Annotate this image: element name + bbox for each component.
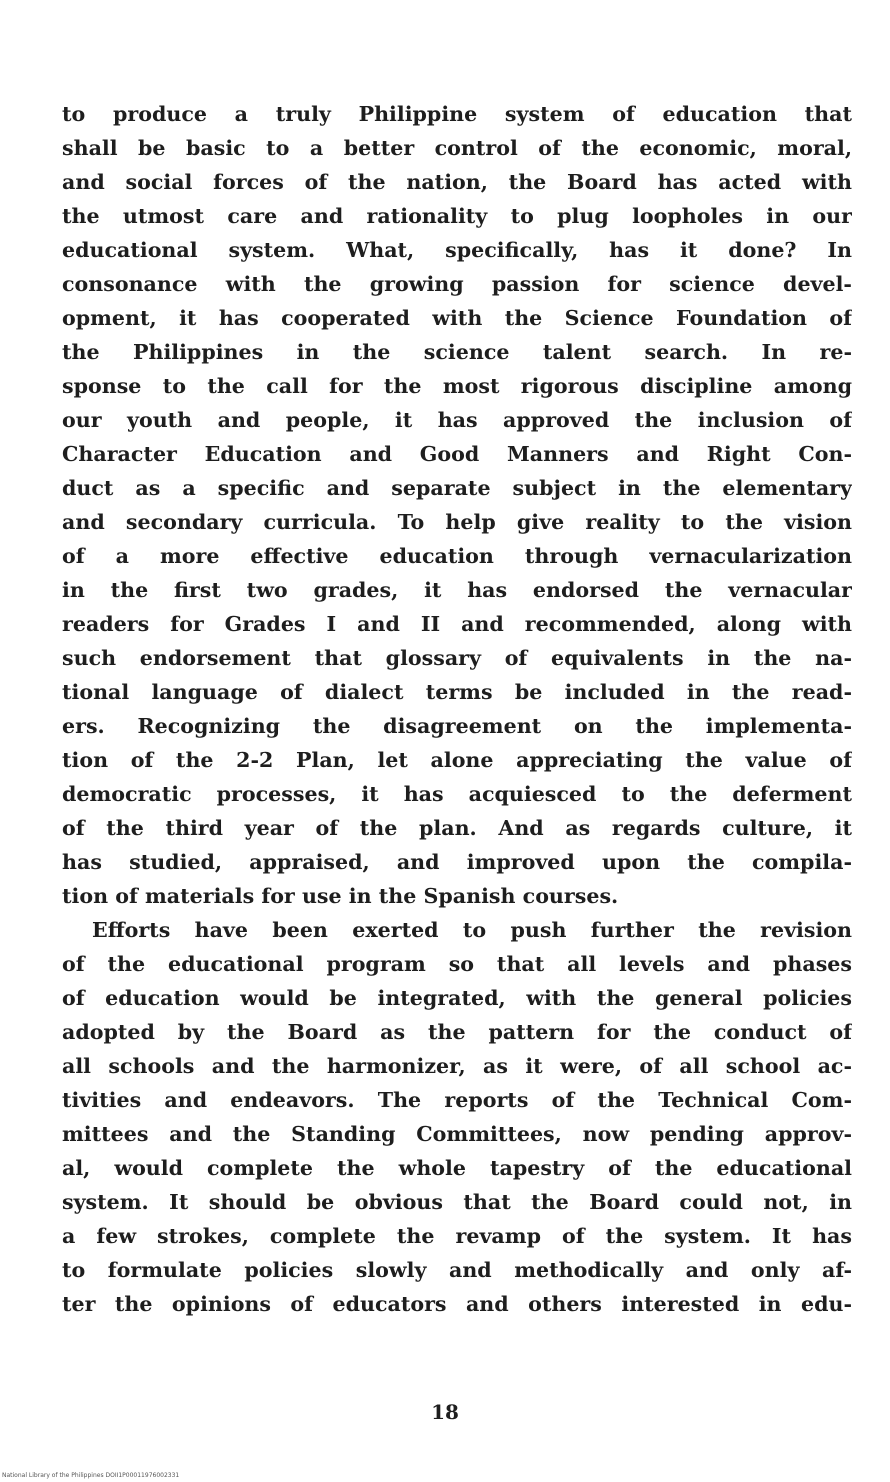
paragraph-line: and secondary curricula. To help give reality to the vision: [62, 510, 852, 534]
paragraph-line: of a more effective education through vernacularization: [62, 544, 852, 568]
paragraph-line: system. It should be obvious that the Board could not, in: [62, 1190, 852, 1214]
paragraph-line: of the third year of the plan. And as regards culture, it: [62, 816, 852, 840]
paragraph-line: mittees and the Standing Committees, now pending approv-: [62, 1122, 852, 1146]
footer-credit: National Library of the Philippines DOII1P00011976002331: [2, 1472, 180, 1479]
paragraph-line: tivities and endeavors. The reports of the Technical Com-: [62, 1088, 852, 1112]
paragraph-line: has studied, appraised, and improved upon the compila-: [62, 850, 852, 874]
paragraph-line: a few strokes, complete the revamp of the system. It has: [62, 1224, 852, 1248]
paragraph-line: our youth and people, it has approved the inclusion of: [62, 408, 852, 432]
paragraph-line: educational system. What, specifically, has it done? In: [62, 238, 852, 262]
paragraph-line: al, would complete the whole tapestry of the educational: [62, 1156, 852, 1180]
paragraph-line: in the first two grades, it has endorsed the vernacular: [62, 578, 852, 602]
paragraph-line: all schools and the harmonizer, as it were, of all school ac-: [62, 1054, 852, 1078]
paragraph-line: the Philippines in the science talent search. In re-: [62, 340, 852, 364]
paragraph-line: ter the opinions of educators and others interested in edu-: [62, 1292, 852, 1316]
paragraph-1: [62, 97, 852, 913]
paragraph-line: adopted by the Board as the pattern for the conduct of: [62, 1020, 852, 1044]
paragraph-line: shall be basic to a better control of the economic, moral,: [62, 136, 852, 160]
paragraph-2: [62, 913, 852, 1321]
paragraph-line: consonance with the growing passion for science devel-: [62, 272, 852, 296]
paragraph-line: Character Education and Good Manners and Right Con-: [62, 442, 852, 466]
paragraph-line: Efforts have been exerted to push further the revision: [92, 918, 852, 942]
paragraph-line: tional language of dialect terms be included in the read-: [62, 680, 852, 704]
paragraph-line: of education would be integrated, with the general policies: [62, 986, 852, 1010]
paragraph-line: ers. Recognizing the disagreement on the implementa-: [62, 714, 852, 738]
paragraph-line: such endorsement that glossary of equivalents in the na-: [62, 646, 852, 670]
paragraph-line: and social forces of the nation, the Board has acted with: [62, 170, 852, 194]
paragraph-line: sponse to the call for the most rigorous discipline among: [62, 374, 852, 398]
paragraph-line: to formulate policies slowly and methodically and only af-: [62, 1258, 852, 1282]
paragraph-line: opment, it has cooperated with the Science Foundation of: [62, 306, 852, 330]
paragraph-line: duct as a specific and separate subject in the elementary: [62, 476, 852, 500]
paragraph-line: of the educational program so that all levels and phases: [62, 952, 852, 976]
paragraph-line: readers for Grades I and II and recommended, along with: [62, 612, 852, 636]
paragraph-line: tion of materials for use in the Spanish courses.: [62, 884, 619, 908]
paragraph-line: to produce a truly Philippine system of education that: [62, 102, 852, 126]
paragraph-line: democratic processes, it has acquiesced to the deferment: [62, 782, 852, 806]
paragraph-line: the utmost care and rationality to plug loopholes in our: [62, 204, 852, 228]
page-number: 18: [431, 1400, 459, 1424]
paragraph-line: tion of the 2-2 Plan, let alone appreciating the value of: [62, 748, 852, 772]
